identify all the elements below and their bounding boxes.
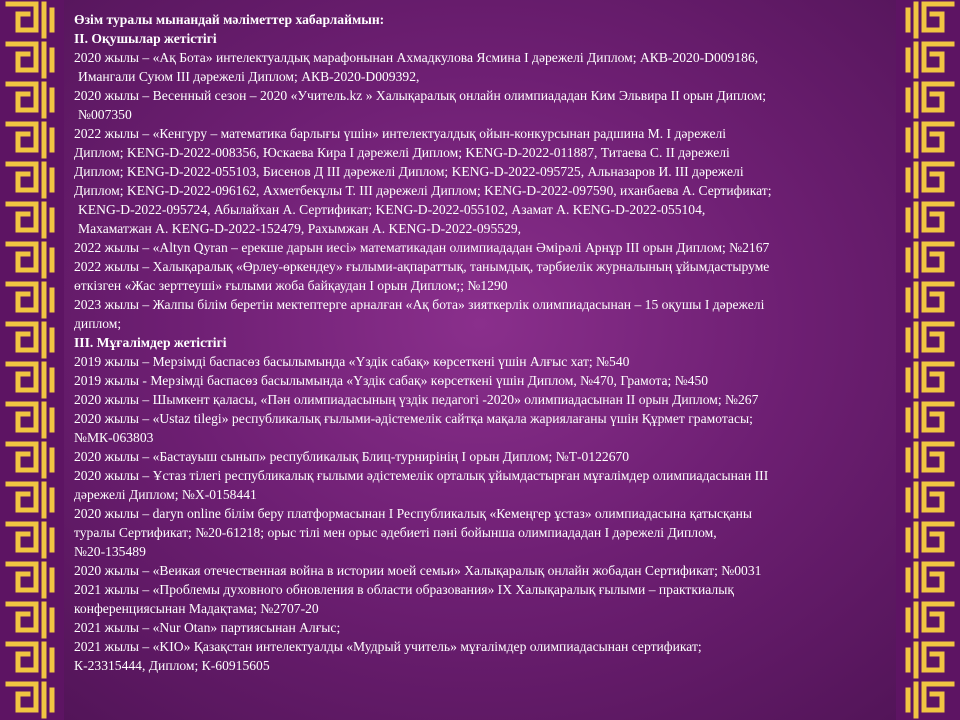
section-heading: II. Оқушылар жетістігі xyxy=(74,31,217,46)
text-line: 2020 жылы – Шымкент қаласы, «Пән олимпиадасының үздік педагогі -2020» олимпиадасынан ІІ орын Диплом; №267 xyxy=(74,392,759,407)
text-line: 2020 жылы – «Бастауыш сынып» республикалық Блиц-турнирінің І орын Диплом; №Т-0122670 xyxy=(74,449,630,464)
greek-key-ornament-icon xyxy=(896,0,960,720)
right-ornament-border xyxy=(896,0,960,720)
text-line: №20-135489 xyxy=(74,544,146,559)
text-line: 2023 жылы – Жалпы білім беретін мектептерге арналған «Ақ бота» зияткерлік олимпиадасынан – 15 оқушы І дәрежелі xyxy=(74,297,765,312)
text-line: өткізген «Жас зерттеуші» ғылыми жоба байқаудан І орын Диплом;; №1290 xyxy=(74,278,508,293)
text-line: дәрежелі Диплом; №Х-0158441 xyxy=(74,487,257,502)
text-line: туралы Сертификат; №20-61218; орыс тілі мен орыс әдебиеті пәні бойынша олимпиададан І дәрежелі Диплом, xyxy=(74,525,717,540)
text-line: конференциясынан Мадақтама; №2707-20 xyxy=(74,601,319,616)
text-line: К-23315444, Диплом; К-60915605 xyxy=(74,658,270,673)
text-line: 2020 жылы – «Ustaz tilegi» республикалық ғылыми-әдістемелік сайтқа мақала жариялағаны үшін Құрмет грамотасы; xyxy=(74,411,753,426)
text-line: Диплом; KENG-D-2022-008356, Юскаева Кира І дәрежелі Диплом; KENG-D-2022-011887, Титаева С. ІІ дәрежелі xyxy=(74,145,730,160)
text-line: 2022 жылы – «Altyn Qyran – ерекше дарын иесі» математикадан олимпиададан Әмірәлі Арнұр ІІІ орын Диплом; №2167 xyxy=(74,240,770,255)
text-line: 2020 жылы – Ұстаз тілегі республикалық ғылыми әдістемелік орталық ұйымдастырған мұғалімдер олимпиадасынан ІІІ xyxy=(74,468,769,483)
text-line: 2020 жылы – daryn online білім беру платформасынан І Республикалық «Кемеңгер ұстаз» олимпиадасына қатысқаны xyxy=(74,506,753,521)
text-line: №007350 xyxy=(78,107,132,122)
text-line: 2021 жылы – «KIO» Қазақстан интелектуалды «Мудрый учитель» мұғалімдер олимпиадасынан сертификат; xyxy=(74,639,702,654)
greek-key-ornament-icon xyxy=(0,0,64,720)
text-line: 2020 жылы – «Ақ Бота» интелектуалдық марафонынан Ахмадкулова Ясмина І дәрежелі Диплом; АКВ-2020-D009186, xyxy=(74,50,759,65)
text-line: 2022 жылы – «Кенгуру – математика барлығы үшін» интелектуалдық ойын-конкурсынан радшина М. І дәрежелі xyxy=(74,126,727,141)
text-line: Диплом; KENG-D-2022-055103, Бисенов Д ІІІ дәрежелі Диплом; KENG-D-2022-095725, Альназаров И. ІІІ дәрежелі xyxy=(74,164,744,179)
text-line: KENG-D-2022-095724, Абылайхан А. Сертификат; KENG-D-2022-055102, Азамат А. KENG-D-2022-055104, xyxy=(78,202,706,217)
text-line: 2019 жылы – Мерзімді баспасөз басылымында «Үздік сабақ» көрсеткені үшін Алғыс хат; №540 xyxy=(74,354,630,369)
text-line: Имангали Суюм ІІІ дәрежелі Диплом; АКВ-2020-D009392, xyxy=(78,69,420,84)
text-line: Махаматжан А. KENG-D-2022-152479, Рахымжан А. KENG-D-2022-095529, xyxy=(78,221,522,236)
slide-text-body xyxy=(74,10,904,710)
text-line: 2021 жылы – «Проблемы духовного обновления в области образования» ІХ Халықаралық ғылыми – практкиалық xyxy=(74,582,734,597)
text-line: диплом; xyxy=(74,316,122,331)
section-heading: Өзім туралы мынандай мәліметтер хабарлаймын: xyxy=(74,12,385,27)
text-line: 2019 жылы - Мерзімді баспасөз басылымында «Үздік сабақ» көрсеткені үшін Диплом, №470, Грамота; №450 xyxy=(74,373,709,388)
text-line: №МК-063803 xyxy=(74,430,154,445)
text-line: 2020 жылы – «Веикая отечественная война в истории моей семьи» Халықаралық онлайн жобадан Сертификат; №0031 xyxy=(74,563,762,578)
text-line: 2021 жылы – «Nur Otan» партиясынан Алғыс; xyxy=(74,620,341,635)
text-line: Диплом; KENG-D-2022-096162, Ахметбекұлы Т. ІІІ дәрежелі Диплом; KENG-D-2022-097590, иханбаева А. Сертификат; xyxy=(74,183,772,198)
text-line: 2020 жылы – Весенный сезон – 2020 «Учитель.kz » Халықаралық онлайн олимпиададан Ким Эльвира ІІ орын Диплом; xyxy=(74,88,766,103)
left-ornament-border xyxy=(0,0,64,720)
section-heading: III. Мұғалімдер жетістігі xyxy=(74,335,227,350)
text-line: 2022 жылы – Халықаралық «Өрлеу-өркендеу» ғылыми-ақпараттық, танымдық, тәрбиелік журналының ұйымдастыруме xyxy=(74,259,770,274)
